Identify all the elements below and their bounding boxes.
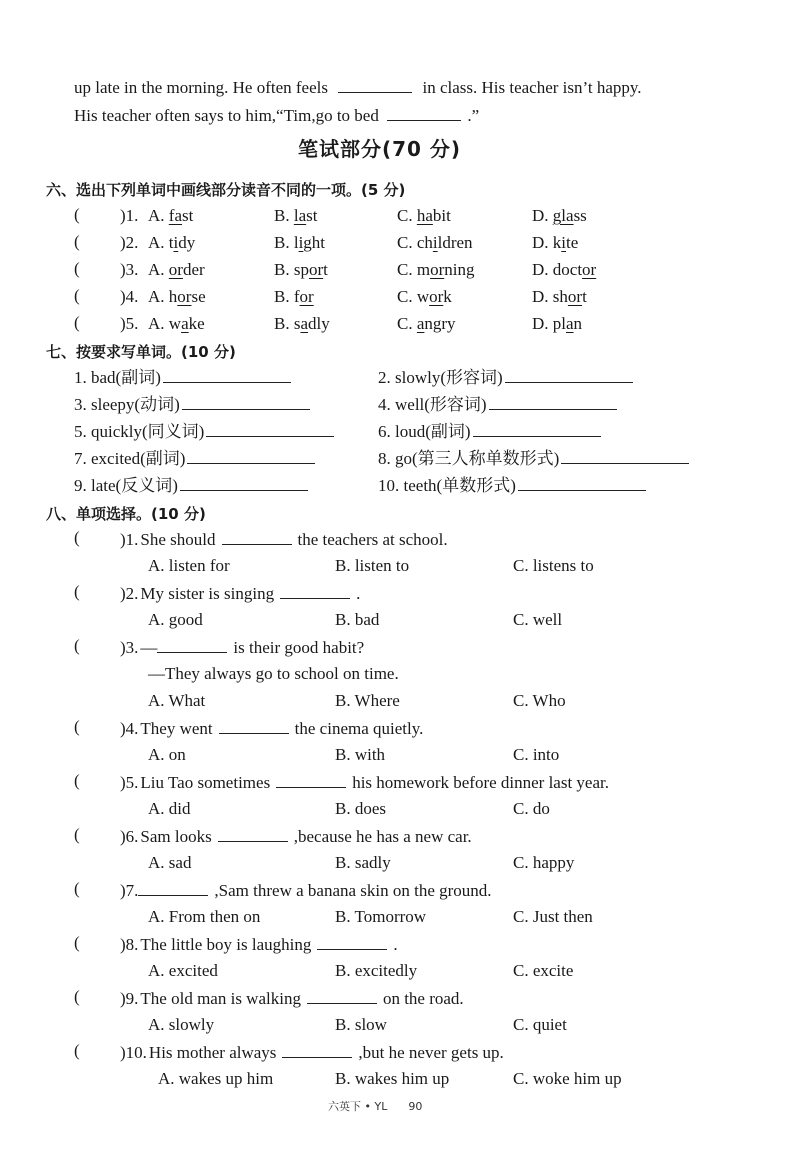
option-suffix: ss: [573, 206, 587, 225]
option-suffix: st: [306, 206, 318, 225]
option-b[interactable]: B. bad: [335, 610, 380, 629]
underlined-letters: a: [300, 314, 309, 333]
question-stem: [120, 717, 423, 740]
option-b[interactable]: B. slow: [335, 1015, 387, 1034]
option-c[interactable]: [397, 232, 473, 254]
question-number: )1.: [120, 530, 139, 549]
option-prefix: A.: [148, 206, 169, 225]
underlined-letters: or: [567, 287, 583, 306]
option-b[interactable]: [274, 205, 317, 227]
question-number: )1.: [120, 206, 139, 225]
answer-paren[interactable]: (: [74, 771, 80, 790]
word-prompt: 7. excited(副词): [74, 449, 186, 468]
answer-blank[interactable]: [282, 1041, 352, 1058]
option-d[interactable]: [532, 232, 578, 254]
question-stem: [120, 879, 492, 902]
answer-line[interactable]: [187, 447, 315, 464]
question-text: My sister is singing: [140, 584, 275, 603]
passage-line-2: [74, 104, 479, 127]
option-prefix: C. ch: [397, 233, 433, 252]
question-text: —: [140, 638, 158, 657]
question-text: .: [393, 935, 398, 954]
word-item: [378, 366, 633, 389]
word-item: [74, 447, 315, 470]
word-item: [74, 393, 310, 416]
question-text: the teachers at school.: [297, 530, 448, 549]
answer-blank[interactable]: [219, 717, 289, 734]
option-b[interactable]: [274, 313, 330, 335]
option-prefix: B.: [274, 206, 294, 225]
dialogue-response: —They always go to school on time.: [148, 664, 399, 683]
option-prefix: A.: [148, 260, 169, 279]
option-suffix: ning: [444, 260, 475, 279]
option-prefix: D. sh: [532, 287, 568, 306]
option-prefix: D. doct: [532, 260, 583, 279]
option-a[interactable]: [148, 313, 205, 335]
question-text: She should: [140, 530, 216, 549]
question-number: )3.: [120, 260, 139, 279]
section-8-heading: 八、单项选择。(10 分): [46, 505, 206, 523]
option-prefix: C. m: [397, 260, 431, 279]
option-d[interactable]: [532, 313, 582, 335]
underlined-letters: i: [173, 233, 179, 252]
answer-paren[interactable]: (: [74, 313, 80, 332]
underlined-letters: a: [566, 314, 574, 333]
option-prefix: D.: [532, 206, 553, 225]
option-b[interactable]: B. with: [335, 745, 386, 764]
option-a[interactable]: A. excited: [148, 961, 218, 980]
option-suffix: n: [573, 314, 583, 333]
answer-paren[interactable]: (: [74, 933, 80, 952]
question-number: )8.: [120, 935, 139, 954]
question-number: )6.: [120, 827, 139, 846]
option-suffix: k: [443, 287, 452, 306]
answer-paren[interactable]: (: [74, 825, 80, 844]
question-text: The little boy is laughing: [140, 935, 312, 954]
question-text: .: [356, 584, 361, 603]
answer-line[interactable]: [180, 474, 308, 491]
word-item: [378, 447, 689, 470]
passage-text: His teacher often says to him,“Tim,go to bed: [74, 106, 379, 125]
answer-blank[interactable]: [138, 879, 208, 896]
question-text: Liu Tao sometimes: [140, 773, 271, 792]
option-prefix: A. w: [148, 314, 182, 333]
section-7-heading: 七、按要求写单词。(10 分): [46, 343, 236, 361]
option-c[interactable]: C. quiet: [513, 1015, 567, 1034]
question-number: )7.: [120, 881, 139, 900]
answer-paren[interactable]: (: [74, 1041, 80, 1060]
option-b[interactable]: B. listen to: [335, 556, 410, 575]
answer-paren[interactable]: (: [74, 259, 80, 278]
option-prefix: B. sp: [274, 260, 309, 279]
passage-line-1: [74, 76, 642, 99]
answer-paren[interactable]: (: [74, 987, 80, 1006]
option-b[interactable]: [274, 259, 328, 281]
option-prefix: B. f: [274, 287, 300, 306]
option-c[interactable]: C. excite: [513, 961, 574, 980]
option-prefix: D. pl: [532, 314, 566, 333]
option-b[interactable]: B. does: [335, 799, 386, 818]
option-c[interactable]: C. woke him up: [513, 1069, 622, 1088]
option-a[interactable]: A. From then on: [148, 907, 261, 926]
answer-line[interactable]: [518, 474, 646, 491]
word-item: [378, 393, 617, 416]
underlined-letters: la: [293, 206, 307, 225]
answer-line[interactable]: [163, 366, 291, 383]
answer-line[interactable]: [206, 420, 334, 437]
answer-paren[interactable]: (: [74, 528, 80, 547]
option-c[interactable]: [397, 286, 452, 308]
option-b[interactable]: [274, 232, 325, 254]
section-6-heading: 六、选出下列单词中画线部分读音不同的一项。(5 分): [46, 181, 406, 199]
question-stem: [120, 933, 398, 956]
question-text: His mother always: [148, 1043, 277, 1062]
question-stem: [120, 1041, 504, 1064]
option-suffix: se: [191, 287, 206, 306]
option-b[interactable]: [274, 286, 314, 308]
underlined-letters: gla: [552, 206, 574, 225]
answer-paren[interactable]: (: [74, 232, 80, 251]
answer-blank[interactable]: [317, 933, 387, 950]
word-prompt: 1. bad(副词): [74, 368, 161, 387]
option-c[interactable]: [397, 205, 451, 227]
question-stem: [120, 987, 464, 1010]
word-prompt: 9. late(反义词): [74, 476, 178, 495]
option-a[interactable]: A. good: [148, 610, 203, 629]
page-number: 90: [408, 1100, 423, 1113]
option-prefix: C.: [397, 314, 417, 333]
answer-paren[interactable]: (: [74, 717, 80, 736]
word-item: [74, 474, 308, 497]
option-a[interactable]: [148, 286, 206, 308]
option-b[interactable]: B. excitedly: [335, 961, 418, 980]
option-d[interactable]: [532, 259, 596, 281]
question-number: )5.: [120, 773, 139, 792]
option-suffix: ke: [188, 314, 205, 333]
question-number: )2.: [120, 233, 139, 252]
option-suffix: ldren: [437, 233, 473, 252]
option-prefix: B. l: [274, 233, 299, 252]
question-stem: [120, 528, 448, 551]
option-a[interactable]: [148, 232, 195, 254]
answer-blank[interactable]: [338, 76, 412, 93]
option-c[interactable]: C. listens to: [513, 556, 594, 575]
underlined-letters: ha: [416, 206, 433, 225]
page-footer: [328, 1098, 422, 1114]
question-number: )9.: [120, 989, 139, 1008]
option-d[interactable]: [532, 286, 587, 308]
option-prefix: B. s: [274, 314, 301, 333]
word-item: [378, 420, 601, 443]
word-item: [74, 420, 334, 443]
answer-paren[interactable]: (: [74, 582, 80, 601]
underlined-letters: or: [430, 260, 445, 279]
option-suffix: ngry: [424, 314, 456, 333]
option-a[interactable]: [148, 205, 193, 227]
answer-blank[interactable]: [387, 104, 461, 121]
underlined-letters: or: [299, 287, 314, 306]
answer-paren[interactable]: (: [74, 205, 80, 224]
answer-blank[interactable]: [307, 987, 377, 1004]
question-stem: [120, 636, 364, 659]
question-stem: [120, 825, 472, 848]
option-prefix: C.: [397, 206, 417, 225]
option-a[interactable]: A. What: [148, 691, 206, 710]
question-text: ,but he never gets up.: [358, 1043, 504, 1062]
option-b[interactable]: B. wakes him up: [335, 1069, 450, 1088]
option-prefix: C. w: [397, 287, 430, 306]
underlined-letters: or: [429, 287, 444, 306]
footer-label: 六英下 • YL: [328, 1100, 388, 1113]
underlined-letters: or: [308, 260, 324, 279]
passage-text: in class. His teacher isn’t happy.: [422, 78, 642, 97]
answer-line[interactable]: [561, 447, 689, 464]
option-a[interactable]: A. sad: [148, 853, 192, 872]
question-number: )5.: [120, 314, 139, 333]
option-a[interactable]: A. did: [148, 799, 191, 818]
answer-paren[interactable]: (: [74, 636, 80, 655]
question-number: )3.: [120, 638, 139, 657]
underlined-letters: or: [168, 260, 183, 279]
answer-blank[interactable]: [276, 771, 346, 788]
word-prompt: 6. loud(副词): [378, 422, 471, 441]
option-suffix: t: [582, 287, 587, 306]
word-item: [378, 474, 646, 497]
option-c[interactable]: C. Just then: [513, 907, 593, 926]
question-stem: [120, 771, 609, 794]
option-c[interactable]: C. well: [513, 610, 563, 629]
option-c[interactable]: C. do: [513, 799, 550, 818]
answer-blank[interactable]: [218, 825, 288, 842]
option-a[interactable]: A. listen for: [148, 556, 230, 575]
question-number: )10.: [120, 1043, 147, 1062]
question-text: ,because he has a new car.: [293, 827, 472, 846]
answer-blank[interactable]: [280, 582, 350, 599]
question-text: his homework before dinner last year.: [352, 773, 609, 792]
underlined-letters: a: [181, 314, 189, 333]
answer-line[interactable]: [182, 393, 310, 410]
question-stem: [120, 582, 360, 605]
option-suffix: bit: [432, 206, 451, 225]
option-c[interactable]: C. happy: [513, 853, 575, 872]
question-text: Sam looks: [140, 827, 212, 846]
underlined-letters: i: [298, 233, 304, 252]
option-a[interactable]: A. slowly: [148, 1015, 215, 1034]
question-text: They went: [140, 719, 213, 738]
option-suffix: t: [323, 260, 328, 279]
underlined-letters: or: [582, 260, 597, 279]
underlined-letters: i: [561, 233, 567, 252]
option-suffix: te: [566, 233, 579, 252]
answer-line[interactable]: [505, 366, 633, 383]
question-number: )4.: [120, 719, 139, 738]
option-d[interactable]: [532, 205, 587, 227]
underlined-letters: or: [177, 287, 192, 306]
option-c[interactable]: [397, 313, 456, 335]
option-suffix: st: [182, 206, 194, 225]
option-suffix: ght: [303, 233, 326, 252]
answer-line[interactable]: [473, 420, 601, 437]
underlined-letters: i: [432, 233, 438, 252]
question-number: )2.: [120, 584, 139, 603]
word-prompt: 3. sleepy(动词): [74, 395, 180, 414]
option-c[interactable]: C. Who: [513, 691, 566, 710]
option-prefix: A. h: [148, 287, 178, 306]
option-suffix: dly: [308, 314, 330, 333]
answer-paren[interactable]: (: [74, 879, 80, 898]
underlined-letters: a: [416, 314, 425, 333]
answer-paren[interactable]: (: [74, 286, 80, 305]
written-section-title: 笔试部分(70 分): [298, 137, 462, 161]
option-prefix: D. k: [532, 233, 562, 252]
word-prompt: 5. quickly(同义词): [74, 422, 205, 441]
option-c[interactable]: C. into: [513, 745, 560, 764]
option-suffix: der: [182, 260, 205, 279]
passage-text: up late in the morning. He often feels: [74, 78, 328, 97]
word-prompt: 10. teeth(单数形式): [378, 476, 516, 495]
question-text: is their good habit?: [233, 638, 365, 657]
question-text: The old man is walking: [140, 989, 301, 1008]
answer-blank[interactable]: [157, 636, 227, 653]
option-b[interactable]: B. sadly: [335, 853, 391, 872]
option-b[interactable]: B. Tomorrow: [335, 907, 427, 926]
word-prompt: 4. well(形容词): [378, 395, 487, 414]
option-prefix: A. t: [148, 233, 174, 252]
option-b[interactable]: B. Where: [335, 691, 400, 710]
underlined-letters: fa: [168, 206, 182, 225]
question-text: ,Sam threw a banana skin on the ground.: [214, 881, 492, 900]
word-prompt: 2. slowly(形容词): [378, 368, 503, 387]
question-text: on the road.: [382, 989, 464, 1008]
answer-blank[interactable]: [222, 528, 292, 545]
word-item: [74, 366, 291, 389]
option-a[interactable]: A. on: [148, 745, 186, 764]
option-a[interactable]: A. wakes up him: [158, 1069, 274, 1088]
option-c[interactable]: [397, 259, 474, 281]
question-number: )4.: [120, 287, 139, 306]
passage-text: .”: [467, 106, 480, 125]
answer-line[interactable]: [489, 393, 617, 410]
word-prompt: 8. go(第三人称单数形式): [378, 449, 560, 468]
option-a[interactable]: [148, 259, 205, 281]
question-text: the cinema quietly.: [294, 719, 424, 738]
option-suffix: dy: [178, 233, 196, 252]
